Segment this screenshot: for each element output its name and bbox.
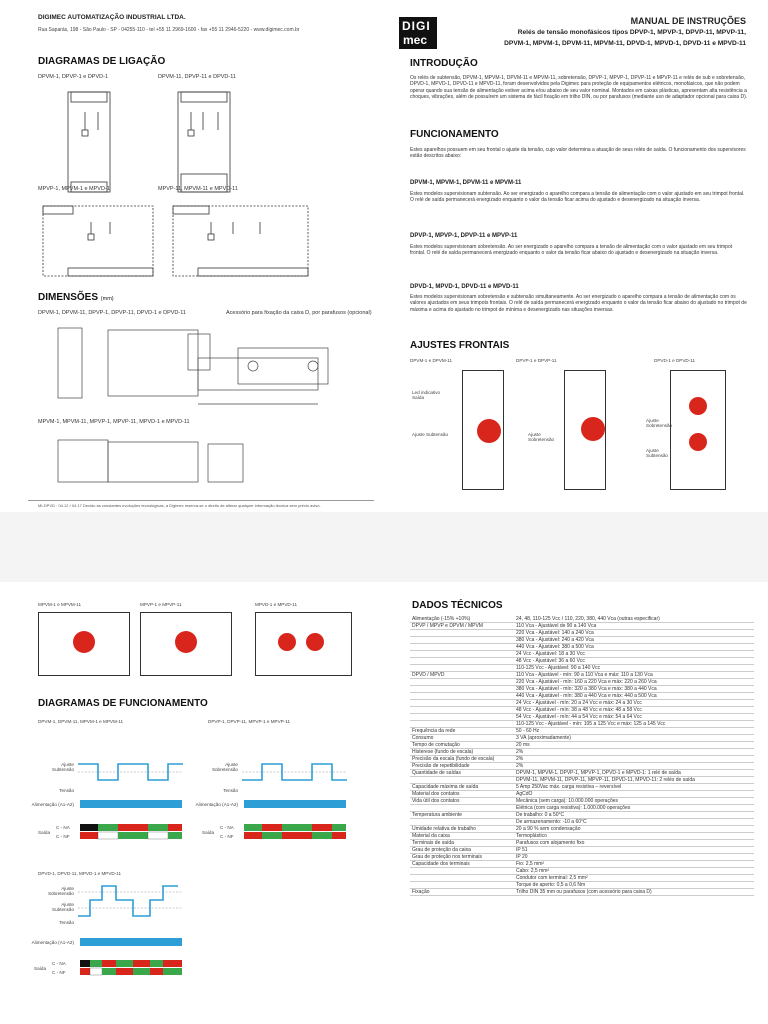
trimpot-dial (477, 419, 501, 443)
spec-name (410, 679, 514, 686)
section-title-introducao: INTRODUÇÃO (410, 58, 478, 69)
spec-value: DPVM-11, MPVM-11, DPVP-11, MPVP-11, DPVD-11, MPVD-11: 2 relés de saída (514, 777, 754, 784)
company-address: Rua Saparás, 198 - São Paulo - SP - 04255-110 - tel +55 11 2969-1600 - fax +55 11 2946-5220 - www.digimec.com.br (38, 27, 300, 33)
table-row (410, 672, 754, 679)
spec-value: Trilho DIN 35 mm ou parafusos (com acessório para caixa D) (514, 889, 754, 896)
table-row (410, 644, 754, 651)
timing-label-3: DPVD-1, DPVD-11, MPVD-1 e MPVD-11 (38, 871, 122, 876)
table-row (410, 707, 754, 714)
table-row (410, 882, 754, 889)
front-label-dpvd: DPVD-1 e DPVD-11 (654, 358, 696, 363)
table-row (410, 651, 754, 658)
spec-value: 48 Vcc - Ajustável: 36 a 60 Vcc (514, 658, 754, 665)
table-row (410, 714, 754, 721)
trimpot-dial-max (306, 633, 324, 651)
table-row (410, 679, 754, 686)
table-row (410, 847, 754, 854)
device-front-mpvd (255, 612, 352, 676)
dimensions-label-d: DPVM-1, DPVM-11, DPVP-1, DPVP-11, DPVD-1 e DPVD-11 (38, 310, 186, 316)
spec-name (410, 693, 514, 700)
callout-led: Led indicativo Saída (412, 390, 441, 400)
spec-value: 24 Vcc - Ajustável: 18 a 30 Vcc (514, 651, 754, 658)
spec-name: Precisão de repetibilidade (410, 763, 514, 770)
signal-ajuste-sobre-3: Ajuste Sobretensão (47, 886, 74, 896)
table-row (410, 777, 754, 784)
spec-name: Material dos contatos (410, 791, 514, 798)
wiring-diagrams-svg (38, 82, 358, 282)
spec-value: De trabalho: 0 a 50°C (514, 812, 754, 819)
timing-diagram-2 (242, 752, 352, 852)
spec-name: Umidade relativa de trabalho (410, 826, 514, 833)
spec-value: 3 VA (aproximadamente) (514, 735, 754, 742)
table-row (410, 749, 754, 756)
company-name: DIGIMEC AUTOMATIZAÇÃO INDUSTRIAL LTDA. (38, 14, 186, 21)
trimpot-dial (73, 631, 95, 653)
device-front-dpvd (670, 370, 726, 490)
manual-page-2 (0, 512, 768, 1024)
spec-value: 110-125 Vcc - Ajustável: 90 a 140 Vcc (514, 665, 754, 672)
spec-value: Cabo: 2,5 mm² (514, 868, 754, 875)
func-item-2-text: Estes modelos supervisionam sobretensão. Ao ser energizado o aparelho compara a tensão de alimentação com o valor ajustado em seu trimpot frontal. O relé de saída permanecerá energizado enquanto o valor da tensão ficar abaixo do ajustado e desenergizado na situação inversa. (410, 244, 733, 257)
funcionamento-text: Estes aparelhos possuem em seu frontal o ajuste da tensão, cujo valor determina a atuação de seus relés de saída. O funcionamento dos supervisores estão descritos abaixo: (410, 147, 746, 160)
dimensions-label-accessory: Acessório para fixação da caixa D, por parafusos (opcional) (226, 310, 372, 316)
front-label-dpvm: DPVM-1 e DPVM-11 (410, 358, 453, 363)
section-title-funcionamento: FUNCIONAMENTO (410, 129, 499, 140)
trimpot-dial-min (278, 633, 296, 651)
spec-value: 5 Amp 250Vac máx. carga resistiva – reversível (514, 784, 754, 791)
spec-value: 20 ms (514, 742, 754, 749)
spec-name: Vida útil dos contatos (410, 798, 514, 805)
section-title-ajustes-frontais: AJUSTES FRONTAIS (410, 340, 510, 351)
spec-name: Temperatura ambiente (410, 812, 514, 819)
spec-name (410, 868, 514, 875)
spec-value: Termoplástico (514, 833, 754, 840)
func-item-1-title: DPVM-1, MPVM-1, DPVM-11 e MPVM-11 (410, 180, 522, 186)
table-row (410, 833, 754, 840)
device-front-dpvp (564, 370, 606, 490)
wiring-label-2: DPVM-11, DPVP-11 e DPVD-11 (158, 74, 236, 80)
table-row (410, 658, 754, 665)
table-row (410, 686, 754, 693)
device-front-mpvm (38, 612, 130, 676)
table-row (410, 693, 754, 700)
spec-name (410, 644, 514, 651)
spec-name: DPVP / MPVP e DPVM / MPVM (410, 623, 514, 630)
table-row (410, 735, 754, 742)
spec-value: 110-125 Vcc - Ajustável - mín: 105 a 125 Vcc e máx: 125 a 145 Vcc (514, 721, 754, 728)
table-row (410, 770, 754, 777)
front-label-mpvm: MPVM-1 e MPVM-11 (38, 602, 82, 607)
spec-name (410, 805, 514, 812)
table-row (410, 798, 754, 805)
wiring-label-4: MPVP-11, MPVM-11 e MPVD-11 (158, 186, 238, 192)
spec-value: De armazenamento: -10 a 60°C (514, 819, 754, 826)
spec-name (410, 686, 514, 693)
spec-name: Tempo de comutação (410, 742, 514, 749)
table-row (410, 721, 754, 728)
spec-name: Capacidade dos terminais (410, 861, 514, 868)
spec-value: DPVM-1, MPVM-1, DPVP-1, MPVP-1, DPVD-1 e MPVD-1: 1 relé de saída (514, 770, 754, 777)
dimensoes-unit: (mm) (100, 296, 114, 302)
table-row (410, 791, 754, 798)
spec-value: 220 Vca - Ajustável - mín: 160 a 220 Vca e máx: 220 a 260 Vca (514, 679, 754, 686)
table-row (410, 826, 754, 833)
timing-label-2: DPVP-1, DPVP-11, MPVP-1 e MPVP-11 (208, 719, 291, 724)
front-label-mpvp: MPVP-1 e MPVP-11 (140, 602, 182, 607)
spec-name (410, 875, 514, 882)
signal-ajuste-sub-1: Ajuste Subtensão (52, 762, 74, 772)
signal-tensao-3: Tensão (59, 920, 74, 925)
dados-tecnicos-body (410, 616, 754, 896)
table-row (410, 637, 754, 644)
signal-cnf-2: C - NF (220, 834, 234, 839)
spec-name (410, 707, 514, 714)
spec-name (410, 721, 514, 728)
trimpot-dial (175, 631, 197, 653)
spec-value: Elétrica (com carga resistiva): 1.000.000 operações (514, 805, 754, 812)
device-front-mpvp (140, 612, 232, 676)
table-row (410, 840, 754, 847)
signal-alimentacao-3: Alimentação (A1-A2) (31, 940, 74, 945)
spec-name (410, 882, 514, 889)
callout-subtensao-dpvd: Ajuste Subtensão (646, 448, 668, 458)
spec-value: 48 Vcc - Ajustável - mín: 38 a 48 Vcc e máx: 48 a 58 Vcc (514, 707, 754, 714)
front-label-dpvp: DPVP-1 e DPVP-11 (516, 358, 557, 363)
table-row (410, 756, 754, 763)
spec-name: Consumo (410, 735, 514, 742)
table-row (410, 623, 754, 630)
spec-value: 2% (514, 749, 754, 756)
signal-ajuste-sub-3: Ajuste Subtensão (52, 902, 74, 912)
trimpot-dial (581, 417, 605, 441)
table-row (410, 854, 754, 861)
spec-name (410, 651, 514, 658)
spec-value: IP 20 (514, 854, 754, 861)
spec-value: 110 Vca - Ajustável - mín: 90 a 110 Vca e máx: 110 a 130 Vca (514, 672, 754, 679)
table-row (410, 700, 754, 707)
spec-value: 54 Vcc - Ajustável - mín: 44 a 54 Vcc e máx: 54 a 64 Vcc (514, 714, 754, 721)
table-row (410, 819, 754, 826)
table-row (410, 763, 754, 770)
callout-subtensao: Ajuste Subtensão (412, 432, 449, 437)
footer-note: MI-DPVD · 04.12 / 04.17 Devido às constantes evoluções tecnológicas, a Digimec reserva-se o direito de alterar qualquer informação técnica sem prévio aviso. (38, 503, 321, 508)
spec-value: 2% (514, 756, 754, 763)
section-title-dados-tecnicos: DADOS TÉCNICOS (412, 600, 503, 611)
spec-value: Condutor com terminal: 2,5 mm² (514, 875, 754, 882)
spec-value: AgCdO (514, 791, 754, 798)
timing-label-1: DPVM-1, DPVM-11, MPVM-1 e MPVM-11 (38, 719, 124, 724)
manual-title: MANUAL DE INSTRUÇÕES (630, 16, 746, 26)
signal-saida-1: Saída (38, 830, 51, 835)
table-row (410, 630, 754, 637)
logo-line1: DIGI (402, 19, 431, 33)
spec-name (410, 819, 514, 826)
signal-saida-3: Saída (34, 966, 47, 971)
spec-value: 380 Vca - Ajustável - mín: 320 a 380 Vca e máx: 380 a 440 Vca (514, 686, 754, 693)
wiring-label-1: DPVM-1, DPVP-1 e DPVD-1 (38, 74, 108, 80)
front-label-mpvd: MPVD-1 e MPVD-11 (255, 602, 298, 607)
spec-value: 20 a 90 % sem condensação (514, 826, 754, 833)
section-title-diagramas-funcionamento: DIAGRAMAS DE FUNCIONAMENTO (38, 698, 208, 709)
signal-saida-2: Saída (202, 830, 215, 835)
func-item-1-text: Estes modelos supervisionam subtensão. Ao ser energizado o aparelho compara a tensão de alimentação com o valor ajustado em seu trimpot frontal. O relé de saída permanecerá energizado enquanto o valor da tensão ficar acima do ajustado e desenergizado na situação inversa. (410, 191, 745, 204)
signal-alimentacao-2: Alimentação (A1-A2) (195, 802, 238, 807)
table-row (410, 805, 754, 812)
spec-value: Mecânica (sem carga): 10.000.000 operações (514, 798, 754, 805)
device-front-dpvm (462, 370, 504, 490)
trimpot-dial-min (689, 433, 707, 451)
signal-cnf-1: C - NF (56, 834, 70, 839)
table-row (410, 875, 754, 882)
spec-name: Fixação (410, 889, 514, 896)
spec-name: Grau de proteção da caixa (410, 847, 514, 854)
signal-cna-1: C - NA (56, 825, 70, 830)
spec-name: Precisão da escala (fundo de escala) (410, 756, 514, 763)
spec-value: 24, 48, 110-125 Vcc / 110, 220, 380, 440 Vca (outras especificar) (514, 616, 754, 623)
table-row (410, 861, 754, 868)
table-row (410, 868, 754, 875)
dimensions-drawings-svg (38, 320, 368, 500)
subtitle-line2: DPVM-1, MPVM-1, DPVM-11, MPVM-11, DPVD-1, MPVD-1, DPVD-11 e MPVD-11 (504, 40, 746, 47)
spec-name (410, 665, 514, 672)
footer-divider (28, 500, 374, 501)
spec-value: IP 51 (514, 847, 754, 854)
dimensions-label-m: MPVM-1, MPVM-11, MPVP-1, MPVP-11, MPVD-1 e MPVD-11 (38, 419, 190, 425)
spec-value: 2% (514, 763, 754, 770)
logo-line2: mec (403, 33, 428, 47)
wiring-diagram-dpv-11 (178, 92, 230, 192)
spec-name (410, 777, 514, 784)
table-row (410, 742, 754, 749)
spec-value: 440 Vca - Ajustável: 380 a 500 Vca (514, 644, 754, 651)
spec-name (410, 658, 514, 665)
spec-name: Histerese (fundo de escala) (410, 749, 514, 756)
dimensoes-title: DIMENSÕES (38, 292, 99, 303)
trimpot-dial-max (689, 397, 707, 415)
wiring-diagram-mpv-1 (43, 206, 153, 276)
spec-name (410, 700, 514, 707)
spec-name: Terminais de saída (410, 840, 514, 847)
table-row (410, 889, 754, 896)
spec-value: Fio: 2,5 mm² (514, 861, 754, 868)
section-title-dimensoes (38, 292, 114, 303)
signal-cnf-3: C - NF (52, 970, 66, 975)
timing-diagram-1 (78, 752, 188, 852)
spec-value: 220 Vca - Ajustável: 140 a 240 Vca (514, 630, 754, 637)
dados-tecnicos-table (410, 616, 754, 896)
func-item-3-title: DPVD-1, MPVD-1, DPVD-11 e MPVD-11 (410, 284, 519, 290)
spec-name (410, 630, 514, 637)
spec-name: Frequência da rede (410, 728, 514, 735)
signal-tensao-2: Tensão (223, 788, 238, 793)
spec-value: 440 Vca - Ajustável - mín: 380 a 440 Vca e máx: 440 a 500 Vca (514, 693, 754, 700)
signal-cna-3: C - NA (52, 961, 66, 966)
spec-name (410, 714, 514, 721)
table-row (410, 728, 754, 735)
spec-value: 50 - 60 Hz (514, 728, 754, 735)
spec-name: DPVD / MPVD (410, 672, 514, 679)
callout-sobretensao: Ajuste Sobretensão (528, 432, 555, 442)
table-row (410, 784, 754, 791)
subtitle-line1: Relés de tensão monofásicos tipos DPVP-1, MPVP-1, DPVP-11, MPVP-11, (517, 29, 746, 36)
spec-value: Parafusos com alojamento fixo (514, 840, 754, 847)
wiring-diagram-dpv-1 (68, 92, 110, 192)
spec-value: 24 Vcc - Ajustável - mín: 20 a 24 Vcc e máx: 24 a 30 Vcc (514, 700, 754, 707)
spec-name (410, 637, 514, 644)
spec-value: 110 Vca - Ajustável de 90 a 140 Vca (514, 623, 754, 630)
spec-name: Quantidade de saídas (410, 770, 514, 777)
table-row (410, 665, 754, 672)
spec-name: Material da caixa (410, 833, 514, 840)
spec-name: Capacidade máxima de saída (410, 784, 514, 791)
spec-value: 380 Vca - Ajustável: 240 a 420 Vca (514, 637, 754, 644)
signal-ajuste-sobre-2: Ajuste Sobretensão (211, 762, 238, 772)
callout-sobretensao-dpvd: Ajuste Sobretensão (646, 418, 673, 428)
signal-tensao-1: Tensão (59, 788, 74, 793)
table-row (410, 812, 754, 819)
signal-cna-2: C - NA (220, 825, 234, 830)
spec-value: Torque de aperto: 0,5 a 0,6 Nm (514, 882, 754, 889)
wiring-diagram-mpv-11 (173, 206, 308, 276)
func-item-3-text: Estes modelos supervisionam sobretensão e subtensão simultaneamente. Ao ser energizado o aparelho compara a tensão de alimentação com os valores ajustados em seus trimpots frontais. O relé de saída permanecerá energizado enquanto o valor da tensão ficar abaixo do ajustado no trimpot de máxima e acima do ajustado no trimpot de mínima e desenergizado nas situações inversas. (410, 294, 747, 313)
timing-diagram-3 (78, 882, 188, 992)
signal-alimentacao-1: Alimentação (A1-A2) (31, 802, 74, 807)
introducao-text: Os relés de subtensão, DPVM-1, MPVM-1, DPVM-11 e MPVM-11, sobretensão, DPVP-1, MPVP-1, DPVP-11 e MPVP-11 e relés de sub e sobretensão, DPVD-1, MPVD-1, DPVD-11 e MPVD-11, foram desenvolvidos pela Digimec para proteção de equipamentos elétricos, monofásicos, que não podem operar quando sua tensão de alimentação estiver acima e/ou abaixo de seu valor nominal. Montados em caixas plásticas, apresentam alta resistência a choques, vibrações, além de possuírem um sistema de fácil fixação em trilho DIN, ou por parafusos (mediante uso de adaptador opcional para caixa D). (410, 75, 748, 101)
wiring-label-3: MPVP-1, MPVM-1 e MPVD-1 (38, 186, 110, 192)
section-title-diagramas-ligacao: DIAGRAMAS DE LIGAÇÃO (38, 56, 166, 67)
spec-name: Grau de proteção nos terminais (410, 854, 514, 861)
spec-name: Alimentação (-15% +10%) (410, 616, 514, 623)
func-item-2-title: DPVP-1, MPVP-1, DPVP-11 e MPVP-11 (410, 233, 518, 239)
